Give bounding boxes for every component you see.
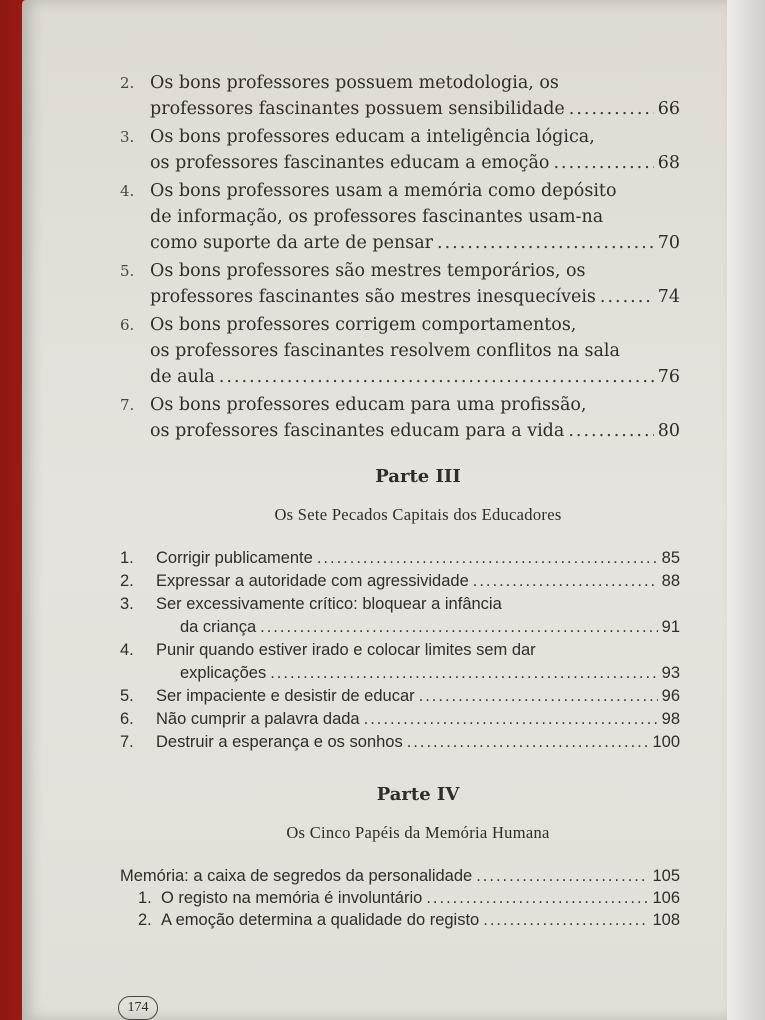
toc-entry-text: Destruir a esperança e os sonhos — [156, 733, 403, 751]
toc-entry — [120, 909, 680, 931]
toc-page-number: 100 — [652, 733, 680, 751]
toc-page-number: 105 — [652, 867, 680, 885]
toc-entry-line — [138, 887, 680, 909]
toc-entry-last-line — [150, 418, 680, 444]
toc-entry — [120, 887, 680, 909]
toc-entry-last-line — [138, 731, 680, 754]
dot-leader — [317, 547, 658, 570]
toc-entry-last-line — [150, 96, 680, 122]
toc-entry — [120, 570, 680, 593]
toc-entry — [120, 685, 680, 708]
part3-heading: Parte III — [375, 466, 461, 487]
dot-leader — [270, 662, 657, 685]
toc-entry-number: 2. — [138, 911, 161, 929]
toc-entry-number: 1. — [120, 549, 134, 567]
toc-entry-text: Os bons professores educam para uma profissão, — [150, 395, 587, 415]
toc-entry-text: Corrigir publicamente — [156, 549, 313, 567]
dot-leader — [419, 685, 658, 708]
dot-leader — [437, 230, 654, 256]
toc-entry-text: Os bons professores corrigem comportamentos, — [150, 315, 577, 335]
toc-entry — [120, 708, 680, 731]
book-page — [22, 0, 727, 1020]
toc-entry — [120, 312, 680, 390]
toc-entry — [120, 258, 680, 310]
toc-page-number: 106 — [652, 889, 680, 907]
toc-page-number: 98 — [661, 710, 680, 728]
toc-page-number: 85 — [661, 549, 680, 567]
toc-page-number: 88 — [661, 572, 680, 590]
dot-leader — [260, 616, 658, 639]
toc-entry-text: Memória: a caixa de segredos da personalidade — [120, 867, 473, 885]
toc-entry — [120, 178, 680, 256]
toc-entry-line — [120, 865, 680, 887]
toc-entry-text: Ser impaciente e desistir de educar — [156, 687, 415, 705]
toc-entry — [120, 70, 680, 122]
toc-entry-number: 7. — [120, 733, 134, 751]
toc-entry-text: de informação, os professores fascinantes usam-na — [150, 207, 604, 227]
toc-entry-number: 5. — [120, 262, 135, 280]
toc-entry-text: Os bons professores educam a inteligência lógica, — [150, 127, 595, 147]
dot-leader — [553, 150, 653, 176]
toc-entry-last-line — [138, 662, 680, 685]
dot-leader — [219, 364, 654, 390]
toc-entry — [120, 124, 680, 176]
toc-entry-last-line — [138, 616, 680, 639]
dot-leader — [569, 96, 654, 122]
toc-entry — [120, 392, 680, 444]
toc-entry-text: O registo na memória é involuntário — [160, 889, 423, 907]
toc-entry-number: 4. — [120, 641, 134, 659]
toc-entry-text: os professores fascinantes educam para a vida — [150, 421, 565, 441]
toc-entry-last-line — [138, 708, 680, 731]
toc-entry-text: professores fascinantes são mestres inesquecíveis — [150, 287, 596, 307]
toc-entry-text: Os bons professores são mestres temporários, os — [150, 261, 586, 281]
toc-entry-text: de aula — [150, 367, 215, 387]
toc-entry-number: 3. — [120, 595, 134, 613]
toc-entry-text: os professores fascinantes educam a emoção — [150, 153, 550, 173]
toc-entry-last-line — [150, 364, 680, 390]
toc-entry-text: Punir quando estiver irado e colocar limites sem dar — [156, 641, 536, 659]
toc-page-number: 66 — [657, 99, 680, 119]
toc-entry-text: os professores fascinantes resolvem conflitos na sala — [150, 341, 620, 361]
toc-page-number: 108 — [652, 911, 680, 929]
toc-entry-number: 2. — [120, 74, 135, 92]
toc-page-number: 80 — [657, 421, 680, 441]
toc-entry-last-line — [138, 547, 680, 570]
toc-entry-last-line — [150, 284, 680, 310]
toc-entry-text: Os bons professores usam a memória como depósito — [150, 181, 617, 201]
toc-entry-text: explicações — [180, 664, 267, 682]
toc-entry-number: 7. — [120, 396, 135, 414]
dot-leader — [600, 284, 654, 310]
toc-entry-number: 5. — [120, 687, 134, 705]
part4-subtitle: Os Cinco Papéis da Memória Humana — [286, 823, 550, 842]
toc-entry-text: Não cumprir a palavra dada — [156, 710, 360, 728]
part3-entries — [120, 547, 680, 754]
toc-entry-number: 6. — [120, 710, 134, 728]
toc-entry-number: 2. — [120, 572, 134, 590]
table-of-contents — [120, 70, 680, 931]
dot-leader — [473, 570, 658, 593]
toc-entry — [120, 731, 680, 754]
toc-entry — [120, 639, 680, 685]
toc-entry-last-line — [138, 685, 680, 708]
toc-entry-text: professores fascinantes possuem sensibilidade — [150, 99, 565, 119]
toc-entry-number: 1. — [138, 889, 161, 907]
part3-subtitle: Os Sete Pecados Capitais dos Educadores — [274, 505, 562, 524]
toc-entry-number: 6. — [120, 316, 135, 334]
toc-entry-number: 4. — [120, 182, 135, 200]
toc-entry-last-line — [150, 230, 680, 256]
part4-heading: Parte IV — [376, 784, 460, 805]
toc-entry-number: 3. — [120, 128, 135, 146]
toc-entry-line — [138, 909, 680, 931]
toc-page-number: 91 — [661, 618, 680, 636]
toc-entry-text: Os bons professores possuem metodologia, os — [150, 73, 559, 93]
page-number: 174 — [118, 996, 158, 1020]
toc-entry-last-line — [138, 570, 680, 593]
toc-page-number: 70 — [657, 233, 680, 253]
toc-entry-text: como suporte da arte de pensar — [150, 233, 434, 253]
toc-entry — [120, 865, 680, 887]
dot-leader — [476, 865, 648, 887]
toc-entry-text: Ser excessivamente crítico: bloquear a infância — [156, 595, 502, 613]
dot-leader — [426, 887, 648, 909]
toc-entry-text: A emoção determina a qualidade do registo — [160, 911, 480, 929]
toc-entry-text: Expressar a autoridade com agressividade — [156, 572, 469, 590]
dot-leader — [483, 909, 648, 931]
dot-leader — [568, 418, 653, 444]
toc-entry — [120, 593, 680, 639]
toc-page-number: 93 — [661, 664, 680, 682]
dot-leader — [364, 708, 658, 731]
toc-entry-text: da criança — [180, 618, 257, 636]
part2-entries — [120, 70, 680, 444]
toc-page-number: 68 — [657, 153, 680, 173]
toc-entry — [120, 547, 680, 570]
toc-page-number: 74 — [657, 287, 680, 307]
part4-entries — [120, 865, 680, 931]
toc-page-number: 96 — [661, 687, 680, 705]
toc-page-number: 76 — [657, 367, 680, 387]
toc-entry-last-line — [150, 150, 680, 176]
dot-leader — [407, 731, 649, 754]
